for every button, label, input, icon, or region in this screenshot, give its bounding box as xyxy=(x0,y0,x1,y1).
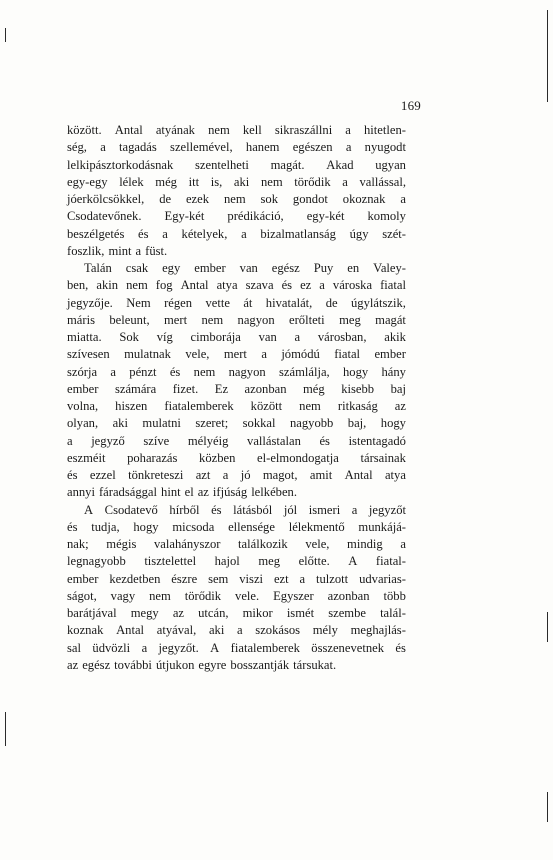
text-line: szívesen mulatnak vele, mert a jómódú fiatal ember xyxy=(67,347,406,362)
text-line: nak; mégis valahányszor találkozik vele, mindig a xyxy=(67,537,406,551)
text-line: ember kezdetben észre sem viszi ezt a tulzott udvarias- xyxy=(67,571,406,586)
body-text xyxy=(67,122,406,674)
text-line: Csodatevőnek. Egy-két prédikáció, egy-két komoly xyxy=(67,209,406,224)
text-line: a jegyző szíve mélyéig vallástalan és istentagadó xyxy=(67,433,406,448)
text-line: lelkipásztorkodásnak szentelheti magát. Akad ugyan xyxy=(67,157,406,172)
text-line: eszméit poharazás közben el-elmondogatja társainak xyxy=(67,450,406,465)
text-line: volna, hiszen fiatalemberek között nem ritkaság az xyxy=(67,399,406,413)
text-line: annyi fáradsággal hint el az ifjúság lelkében. xyxy=(67,485,297,500)
text-line: sal üdvözli a jegyzőt. A fiatalemberek összenevetnek és xyxy=(67,640,406,655)
scan-edge-right xyxy=(547,792,548,822)
text-line: ember számára fizet. Ez azonban még kisebb baj xyxy=(67,381,406,396)
text-line: jóerkölcsökkel, de ezek nem sok gondot okoznak a xyxy=(67,192,406,206)
text-line: és ezzel tönkreteszi azt a jó magot, amit Antal atya xyxy=(67,468,406,482)
scan-edge-left xyxy=(5,712,6,746)
text-line: koznak Antal atyával, aki a szokásos mély meghajlás- xyxy=(67,623,406,638)
text-line: egy-egy lélek még itt is, aki nem törődik a vallással, xyxy=(67,174,406,189)
text-line: szórja a pénzt és nem nagyon számlálja, hogy hány xyxy=(67,364,406,379)
text-line: barátjával megy az utcán, mikor ismét szembe talál- xyxy=(67,606,406,620)
text-line: ség, a tagadás szellemével, hanem egészen a nyugodt xyxy=(67,140,406,155)
page-number: 169 xyxy=(400,98,421,113)
text-line: az egész további útjukon egyre bosszantják társukat. xyxy=(67,657,337,672)
text-line: legnagyobb tisztelettel hajol meg előtte. A fiatal- xyxy=(67,554,406,569)
text-line: foszlik, mint a füst. xyxy=(67,243,168,258)
text-line: beszélgetés és a kételyek, a bizalmatlanság úgy szét- xyxy=(67,226,406,241)
text-line: miatta. Sok víg cimborája van a városban, akik xyxy=(67,330,406,344)
text-line: és tudja, hogy micsoda ellensége lélekmentő munkájá- xyxy=(67,519,406,534)
text-line: ságot, vagy nem törődik vele. Egyszer azonban több xyxy=(67,588,406,603)
scan-edge-right xyxy=(547,10,548,102)
text-line: olyan, aki mulatni szeret; sokkal nagyobb baj, hogy xyxy=(67,416,406,431)
text-line: ben, akin nem fog Antal atya szava és ez a városka fiatal xyxy=(67,278,406,293)
scan-edge-left xyxy=(5,28,6,42)
text-line: jegyzője. Nem régen vette át hivatalát, de úgylátszik, xyxy=(67,295,406,310)
text-line: között. Antal atyának nem kell sikraszállni a hitetlen- xyxy=(67,123,406,137)
text-line: A Csodatevő hírből és látásból jól ismeri a jegyzőt xyxy=(84,502,406,517)
text-line: máris beleunt, mert nem nagyon erőlteti meg magát xyxy=(67,312,406,327)
scan-edge-right xyxy=(547,612,548,642)
text-line: Talán csak egy ember van egész Puy en Valey- xyxy=(84,261,406,275)
